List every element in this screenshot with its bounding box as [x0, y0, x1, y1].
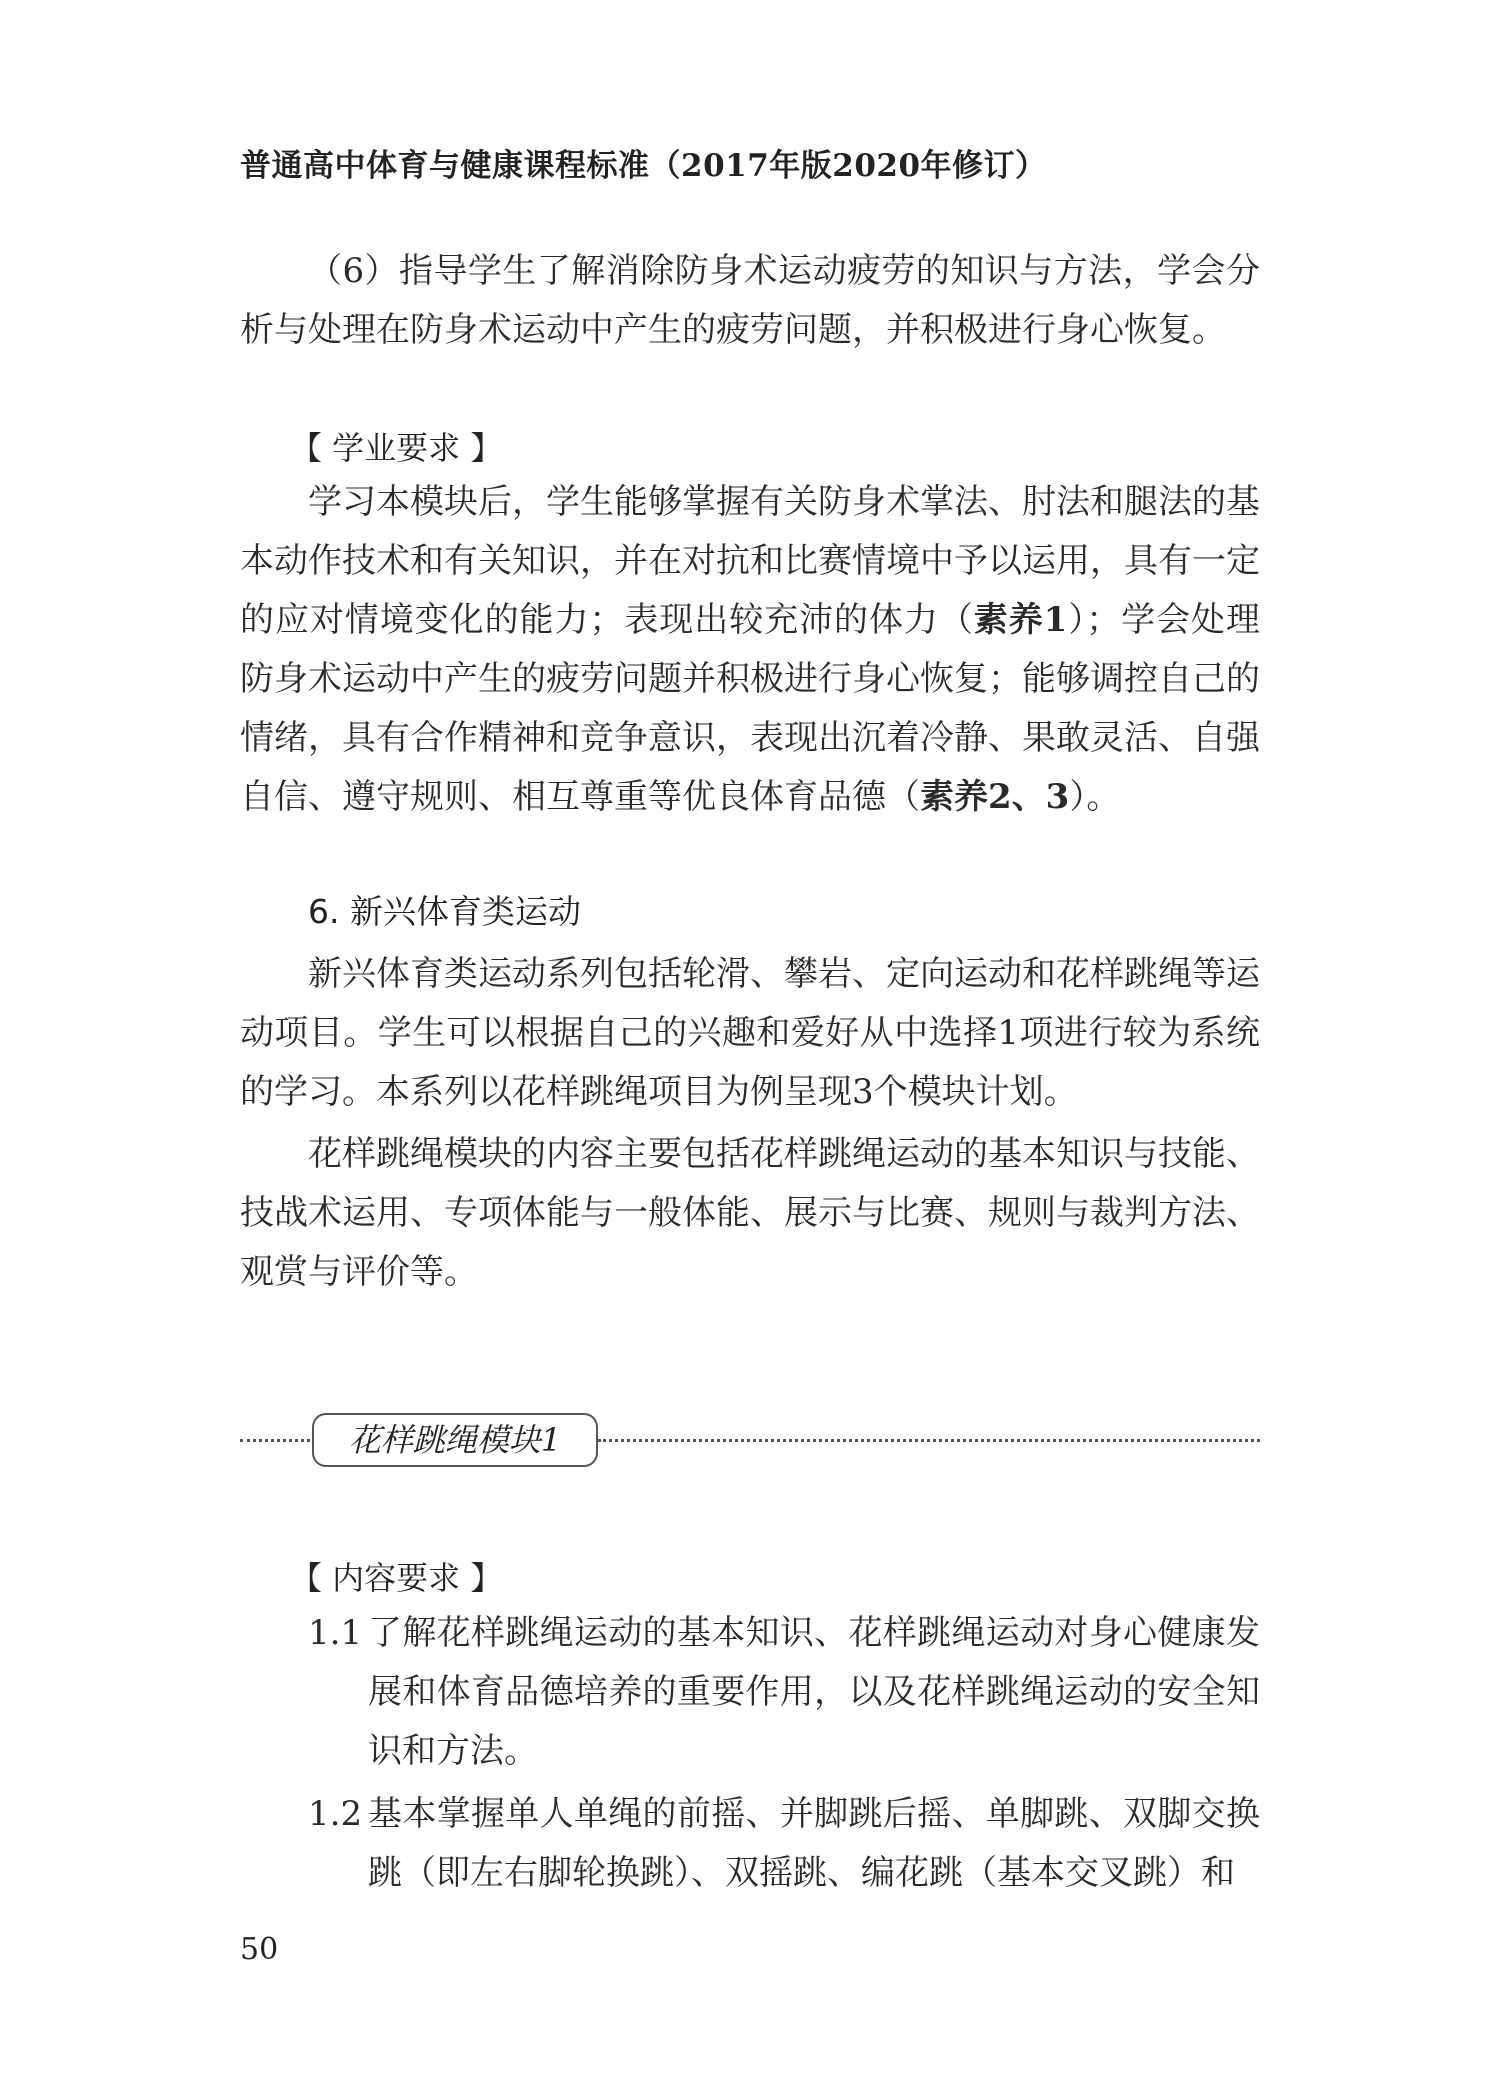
- academic-text-a: 学习本模块后，学生能够掌握有关防身术掌法、肘法和腿法的基本动作技术和有关知识，并在对抗和比赛情境中予以运用，具有一定的应对情境变化的能力；表现出较充沛的体力（: [240, 482, 1260, 640]
- section-6-heading: 6. 新兴体育类运动: [308, 892, 581, 931]
- page-number: 50: [240, 1932, 279, 1967]
- module-title-bar: [240, 1413, 1260, 1465]
- academic-requirements-paragraph: [240, 473, 1260, 827]
- list-item-text: 了解花样跳绳运动的基本知识、花样跳绳运动对身心健康发展和体育品德培养的重要作用，以及花样跳绳运动的安全知识和方法。: [368, 1613, 1260, 1771]
- rope-skipping-content-paragraph: 花样跳绳模块的内容主要包括花样跳绳运动的基本知识与技能、技战术运用、专项体能与一般体能、展示与比赛、规则与裁判方法、观赏与评价等。: [240, 1134, 1260, 1292]
- academic-requirements-label: 【 学业要求 】: [290, 429, 503, 467]
- literacy-ref-2-3: 素养2、3: [920, 777, 1070, 817]
- list-item-number: 1.2: [308, 1794, 363, 1834]
- emerging-sports-intro: 新兴体育类运动系列包括轮滑、攀岩、定向运动和花样跳绳等运动项目。学生可以根据自己的兴趣和爱好从中选择1项进行较为系统的学习。本系列以花样跳绳项目为例呈现3个模块计划。: [240, 954, 1260, 1112]
- paragraph-item-6: （6）指导学生了解消除防身术运动疲劳的知识与方法，学会分析与处理在防身术运动中产生的疲劳问题，并积极进行身心恢复。: [240, 251, 1260, 350]
- dotted-rule-right: [598, 1439, 1260, 1442]
- list-item-text: 基本掌握单人单绳的前摇、并脚跳后摇、单脚跳、双脚交换跳（即左右脚轮换跳）、双摇跳、编花跳（基本交叉跳）和: [368, 1794, 1260, 1893]
- content-requirements-label: 【 内容要求 】: [290, 1559, 503, 1597]
- list-item: [308, 1785, 1260, 1903]
- dotted-rule-left: [240, 1439, 310, 1442]
- academic-text-c: ）；学会处理防身术运动中产生的疲劳问题并积极进行身心恢复；能够调控自己的情绪，具有合作精神和竞争意识，表现出沉着冷静、果敢灵活、自强自信、遵守规则、相互尊重等优良体育品德（: [240, 600, 1260, 817]
- list-item: [308, 1604, 1260, 1781]
- literacy-ref-1: 素养1: [973, 600, 1068, 640]
- list-item-number: 1.1: [308, 1613, 363, 1653]
- academic-text-d: ）。: [1069, 777, 1121, 817]
- module-title-box: 花样跳绳模块1: [312, 1413, 598, 1467]
- page-header-title: 普通高中体育与健康课程标准（2017年版2020年修订）: [240, 148, 1047, 184]
